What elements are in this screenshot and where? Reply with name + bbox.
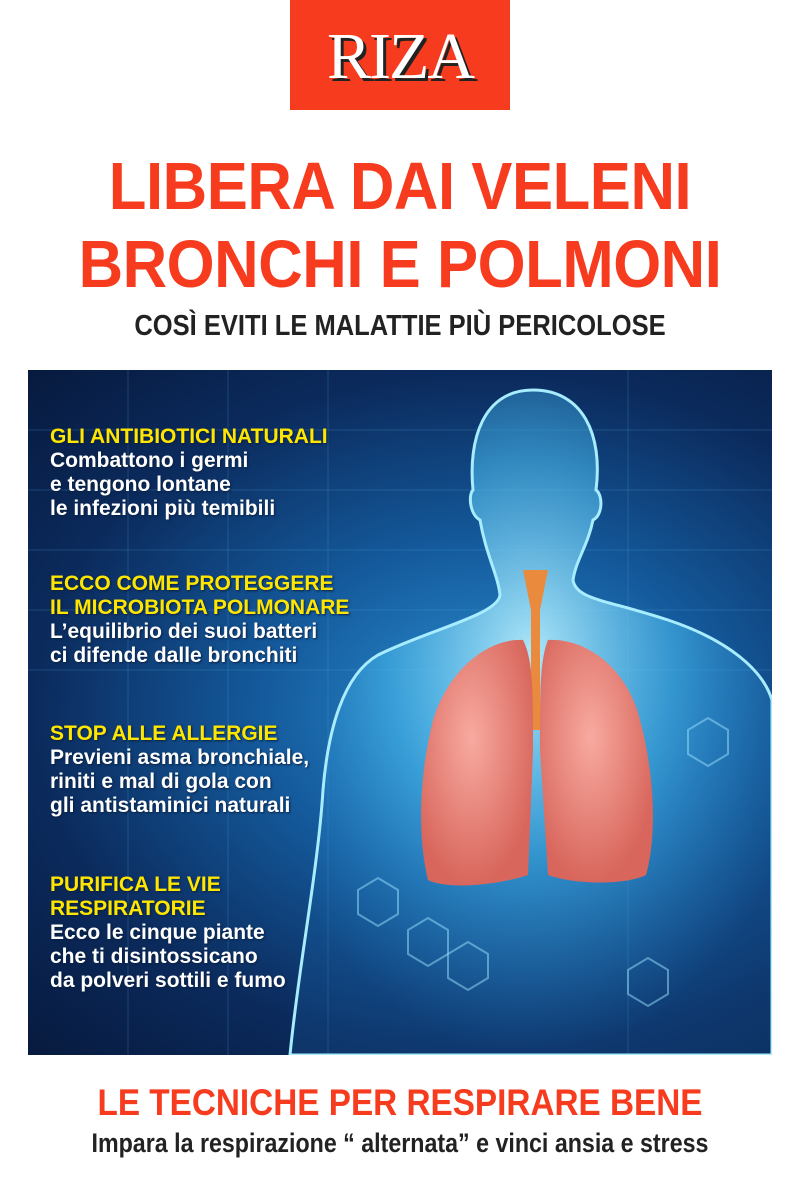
- feature-allergie: [50, 722, 309, 818]
- cover-illustration: [28, 370, 772, 1055]
- riza-logo: [290, 0, 510, 110]
- headline-line-2: BRONCHI E POLMONI: [78, 227, 722, 302]
- feature-body: gli antistaminici naturali: [50, 794, 291, 817]
- feature-title: IL MICROBIOTA POLMONARE: [50, 596, 350, 619]
- feature-antibiotici: [50, 425, 328, 521]
- feature-body: le infezioni più temibili: [50, 497, 276, 520]
- feature-title: ECCO COME PROTEGGERE: [50, 572, 334, 595]
- feature-body: ci difende dalle bronchiti: [50, 644, 298, 667]
- subtitle: COSÌ EVITI LE MALATTIE PIÙ PERICOLOSE: [134, 310, 666, 342]
- logo-text: RIZA: [327, 20, 473, 93]
- feature-body: Combattono i germi: [50, 449, 249, 472]
- headline-line-1: LIBERA DAI VELENI: [108, 149, 692, 224]
- feature-body: da polveri sottili e fumo: [50, 969, 286, 992]
- feature-body: che ti disintossicano: [50, 945, 258, 968]
- feature-title: STOP ALLE ALLERGIE: [50, 722, 278, 745]
- feature-title: PURIFICA LE VIE: [50, 873, 221, 896]
- footer-subtitle: Impara la respirazione “ alternata” e vinci ansia e stress: [91, 1128, 709, 1158]
- feature-body: e tengono lontane: [50, 473, 231, 496]
- feature-title: RESPIRATORIE: [50, 897, 206, 920]
- feature-body: Ecco le cinque piante: [50, 921, 265, 944]
- feature-body: Previeni asma bronchiale,: [50, 746, 310, 769]
- feature-body: L’equilibrio dei suoi batteri: [50, 620, 318, 643]
- footer-title: LE TECNICHE PER RESPIRARE BENE: [97, 1082, 703, 1123]
- feature-title: GLI ANTIBIOTICI NATURALI: [50, 425, 328, 448]
- feature-microbiota: [50, 572, 349, 668]
- feature-vie-respiratorie: [50, 873, 286, 993]
- feature-body: riniti e mal di gola con: [50, 770, 272, 793]
